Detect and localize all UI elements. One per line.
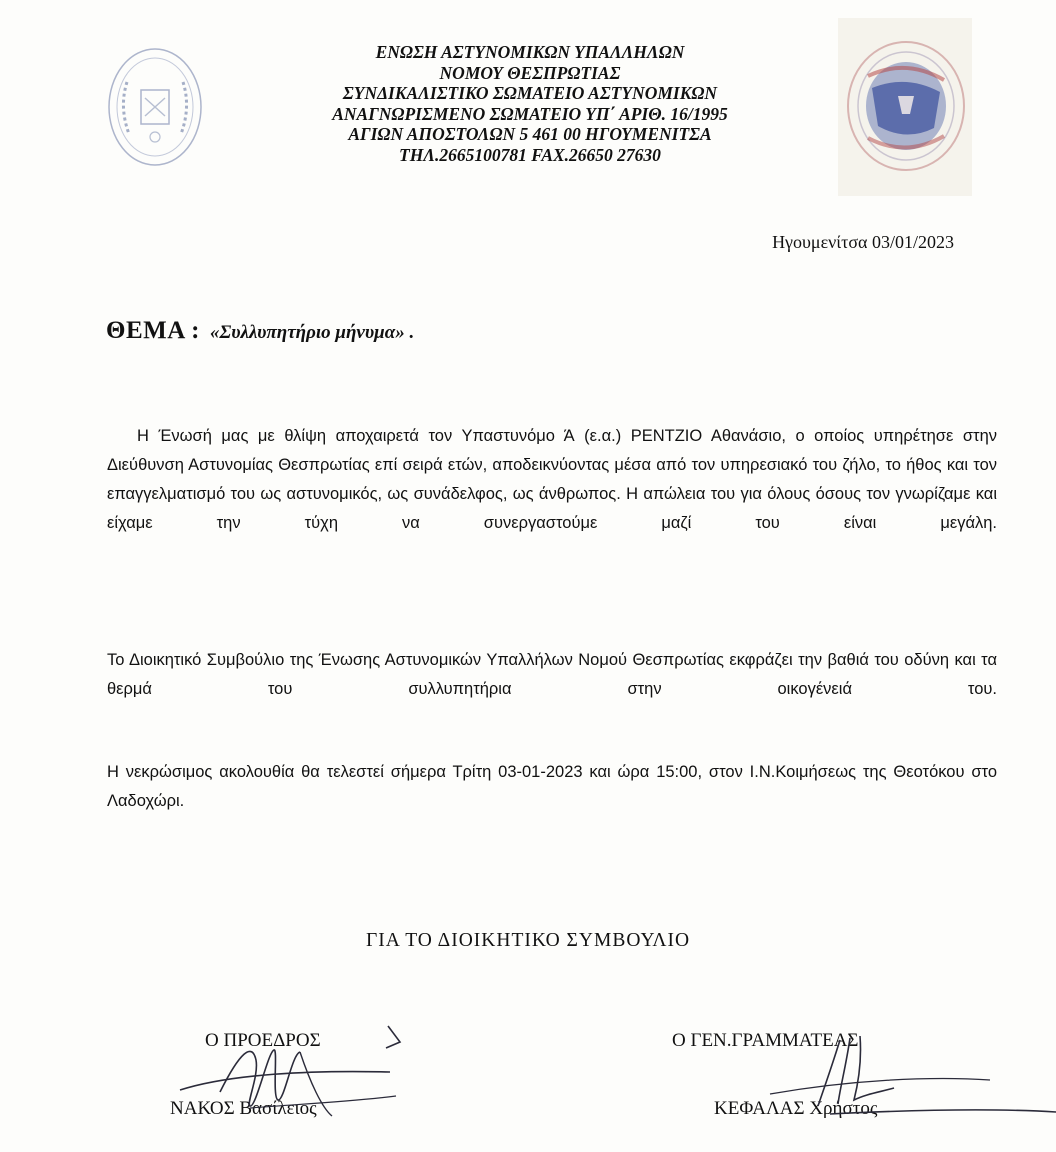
subject-label: ΘΕΜΑ : bbox=[106, 317, 200, 344]
header-line: ΤΗΛ.2665100781 FAX.26650 27630 bbox=[399, 144, 661, 165]
president-signature bbox=[160, 1012, 420, 1127]
header-line: ΕΝΩΣΗ ΑΣΤΥΝΟΜΙΚΩΝ ΥΠΑΛΛΗΛΩΝ bbox=[375, 42, 685, 62]
union-emblem-logo bbox=[105, 42, 205, 172]
header-line: ΣΥΝΔΙΚΑΛΙΣΤΙΚΟ ΣΩΜΑΤΕΙΟ ΑΣΤΥΝΟΜΙΚΩΝ bbox=[342, 83, 718, 103]
header-line: ΝΟΜΟΥ ΘΕΣΠΡΩΤΙΑΣ bbox=[439, 62, 621, 83]
subject-value: «Συλλυπητήριο μήνυμα» . bbox=[209, 322, 415, 343]
secretary-name: ΚΕΦΑΛΑΣ Χρήστος bbox=[714, 1098, 878, 1119]
organization-header bbox=[260, 42, 800, 165]
subject-line bbox=[106, 317, 414, 345]
paragraph-condolences: Το Διοικητικό Συμβούλιο της Ένωσης Αστυνομικών Υπαλλήλων Νομού Θεσπρωτίας εκφράζει την βαθιά του οδύνη και τα θερμά του συλλυπητήρια στην οικογένειά του. bbox=[107, 651, 997, 698]
paragraph-funeral: Η νεκρώσιμος ακολουθία θα τελεστεί σήμερα Τρίτη 03-01-2023 και ώρα 15:00, στον Ι.Ν.Κοιμήσεως της Θεοτόκου στο Λαδοχώρι. bbox=[107, 763, 997, 810]
board-heading: ΓΙΑ ΤΟ ΔΙΟΙΚΗΤΙΚΟ ΣΥΜΒΟΥΛΙΟ bbox=[365, 930, 691, 951]
president-name: ΝΑΚΟΣ Βασίλειος bbox=[170, 1098, 317, 1119]
police-seal-logo bbox=[838, 18, 972, 196]
letter-date: Ηγουμενίτσα 03/01/2023 bbox=[772, 232, 954, 252]
president-title: Ο ΠΡΟΕΔΡΟΣ bbox=[205, 1030, 321, 1051]
header-line: ΑΝΑΓΝΩΡΙΣΜΕΝΟ ΣΩΜΑΤΕΙΟ ΥΠ΄ ΑΡΙΘ. 16/1995 bbox=[332, 103, 728, 124]
secretary-title: Ο ΓΕΝ.ΓΡΑΜΜΑΤΕΑΣ bbox=[672, 1030, 859, 1051]
secretary-signature bbox=[690, 1022, 1056, 1132]
header-line: ΑΓΙΩΝ ΑΠΟΣΤΟΛΩΝ 5 461 00 ΗΓΟΥΜΕΝΙΤΣΑ bbox=[348, 124, 712, 144]
paragraph-farewell: Η Ένωσή μας με θλίψη αποχαιρετά τον Υπαστυνόμο Ά (ε.α.) ΡΕΝΤΖΙΟ Αθανάσιο, ο οποίος υπηρέτησε στην Διεύθυνση Αστυνομίας Θεσπρωτίας επί σειρά ετών, αποδεικνύοντας μέσα από τον υπηρεσιακό του ζήλο, το ήθος και τον επαγγελματισμό του ως αστυνομικός, ως συνάδελφος, ως άνθρωπος. Η απώλεια του για όλους όσους τον γνωρίζαμε και είχαμε την τύχη να συνεργαστούμε μαζί του είναι μεγάλη. bbox=[107, 427, 997, 532]
